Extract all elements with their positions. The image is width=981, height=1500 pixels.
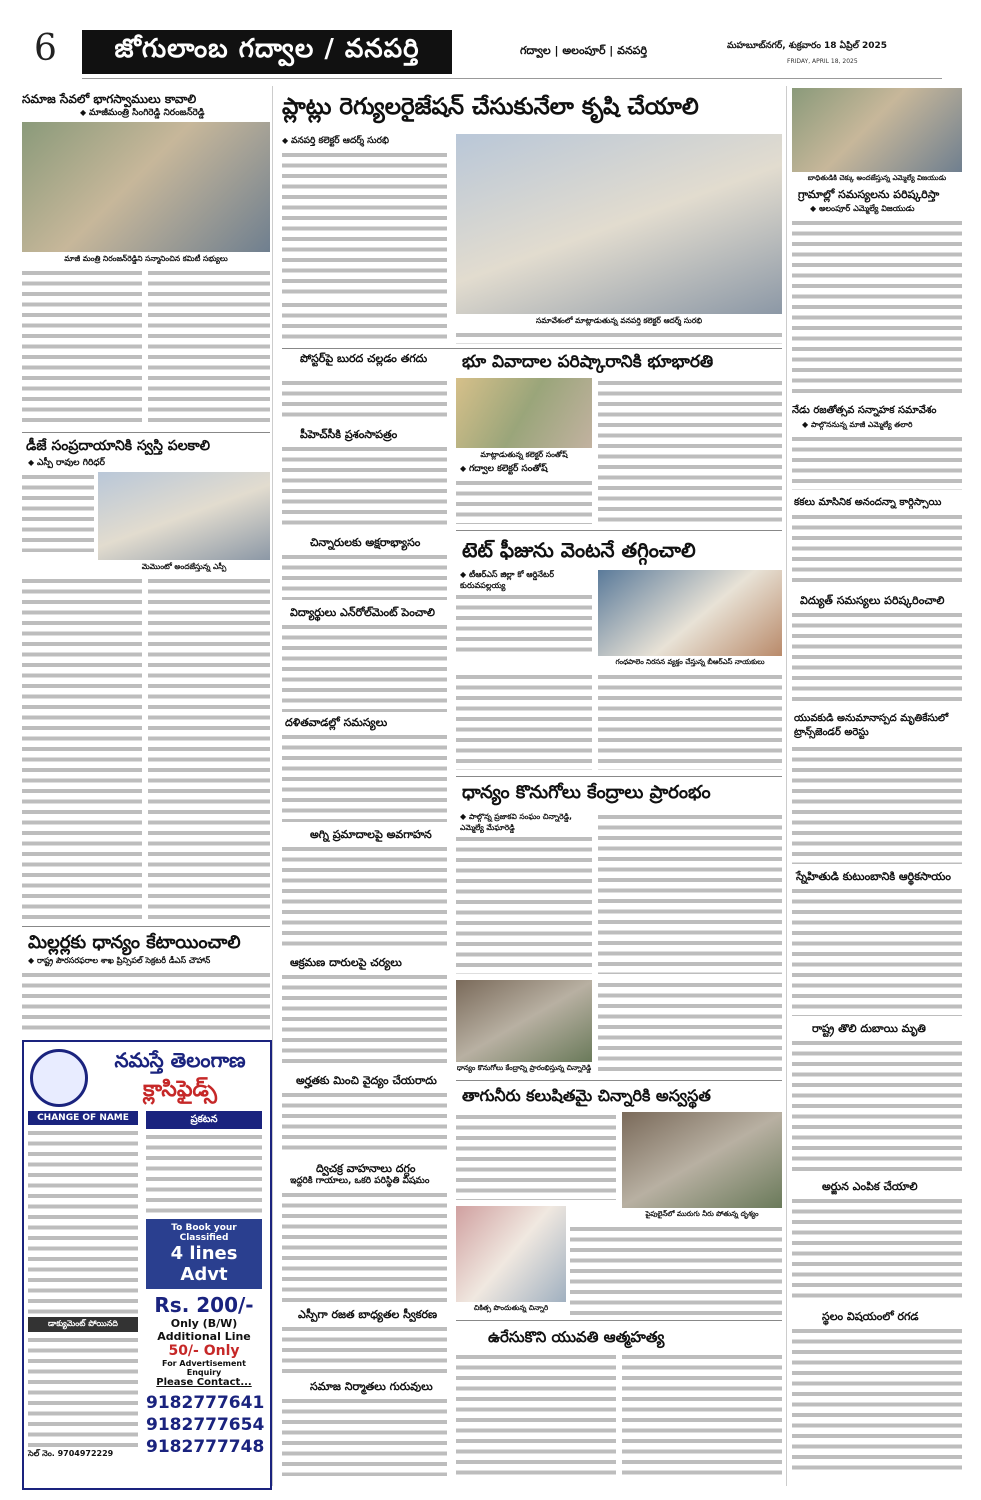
news-photo-collector-meeting (456, 134, 782, 314)
article-body (456, 1352, 616, 1476)
photo-caption: మెమొంటో అందజేస్తున్న ఎస్పీ (141, 562, 227, 571)
photo-caption: పైపులైన్‌లో మురుగు నీరు పోతున్న దృశ్యం (645, 1210, 759, 1218)
article-body (792, 434, 962, 490)
story-headline: విద్యార్థులు ఎన్‌రోల్‌మెంట్ పెంచాలి (290, 606, 435, 619)
article-body (282, 1396, 447, 1476)
price-note: Only (B/W) (170, 1317, 238, 1330)
story-headline: నేడు రజతోత్సవ సన్నాహక సమావేశం (792, 405, 937, 416)
phone-number: 9182777654 (146, 1415, 265, 1435)
left-subhead-1: ◆ మాజీమంత్రి సింగిరెడ్డి నిరంజన్‌రెడ్డి (80, 108, 205, 120)
photo-caption: ధాన్యం కొనుగోలు కేంద్రాన్ని ప్రారంభిస్తున్న చిన్నారెడ్డి (456, 1064, 592, 1072)
additional-price: 50/- Only (168, 1343, 240, 1359)
article-body (282, 844, 447, 950)
story-subhead: ◆ అలంపూర్ ఎమ్మెల్యే విజయుడు (810, 204, 915, 215)
news-photo-felicitation (22, 122, 270, 252)
story-headline: సమాజ నిర్మాతలు గురువులు (310, 1380, 433, 1393)
story-headline: అర్హతకు మించి వైద్యం చేయరాదు (296, 1074, 437, 1087)
classified-ad (22, 1040, 272, 1490)
article-body (456, 672, 592, 770)
photo-caption: సమావేశంలో మాట్లాడుతున్న వనపర్తి కలెక్టర్ ఆదర్శ్ సురభి (535, 316, 703, 325)
contact-cell: సెల్ నెం. 9704972229 (28, 1449, 114, 1458)
article-body (282, 378, 447, 422)
ad-section: క్లాసిఫైడ్స్ (143, 1077, 217, 1102)
article-body (22, 970, 270, 1032)
article-body (148, 576, 270, 920)
contact-line: Please Contact... (156, 1377, 252, 1388)
divider (22, 432, 270, 433)
article-body (456, 330, 782, 344)
news-photo-sp-memento (98, 472, 270, 560)
story-headline: ఆక్రమణ దారులపై చర్యలు (290, 956, 402, 969)
phone-number: 9182777748 (146, 1437, 265, 1457)
date-english: FRIDAY, APRIL 18, 2025 (787, 58, 858, 65)
article-body (792, 1326, 962, 1476)
story-headline: పీహెచ్‌సీకి ప్రశంసాపత్రం (300, 428, 398, 441)
article-body (622, 1352, 782, 1476)
divider (22, 926, 270, 927)
notice-body (146, 1132, 262, 1216)
story-subhead: ఇద్దరికి గాయాలు, ఒకరి పరిస్థితి విషమం (290, 1176, 430, 1186)
book-line: To Book your Classified (171, 1223, 237, 1243)
article-body (792, 610, 962, 706)
story-headline: కకలు మాసినిక అనందన్నా కార్గిస్సాయి (794, 497, 942, 508)
article-body (282, 1190, 447, 1302)
news-photo-cheque-handover (792, 88, 962, 172)
story-headline: గ్రామాల్లో సమస్యలను పరిష్కరిస్తా (798, 188, 940, 201)
photo-caption: చికిత్స పొందుతున్న చిన్నారి (473, 1304, 549, 1312)
article-body (792, 218, 962, 398)
article-body (792, 1196, 962, 1304)
story-headline: యువకుడి అనుమానాస్పద మృతికేసులో ట్రాన్స్‌జెండర్ అరెస్టు (794, 713, 949, 738)
article-body (22, 472, 94, 552)
article-body (456, 478, 592, 524)
news-photo-contaminated-pipeline (622, 1112, 782, 1208)
article-body (282, 972, 447, 1068)
story-headline: ఉరేసుకొని యువతి ఆత్మహత్య (488, 1328, 665, 1346)
story-headline: టెట్ ఫీజును వెంటనే తగ్గించాలి (462, 538, 696, 562)
article-body (282, 622, 447, 712)
photo-caption: మాజీ మంత్రి నిరంజన్‌రెడ్డిని సన్మానించిన కమిటీ సభ్యులు (64, 254, 228, 263)
article-body (282, 300, 447, 344)
additional-line: Additional Line (157, 1330, 251, 1343)
divider (456, 776, 782, 777)
article-body (282, 150, 447, 300)
article-body (22, 268, 142, 428)
documents-heading: డాక్యుమెంట్ పోయినది (28, 1317, 138, 1332)
article-body (282, 444, 447, 530)
left-subhead-3: ◆ రాష్ట్ర పౌరసరఫరాల శాఖ ప్రిన్సిపల్ సెక్రటరీ డీఎస్ చౌహాన్ (28, 956, 210, 967)
article-body (456, 592, 592, 656)
left-headline-3: మిల్లర్లకు ధాన్యం కేటాయించాలి (28, 932, 241, 953)
story-headline: అగ్ని ప్రమాదాలపై అవగాహన (310, 828, 432, 841)
region-list: గద్వాల | అలంపూర్ | వనపర్తి (520, 44, 648, 57)
notice-body (28, 1128, 138, 1314)
story-subhead: ◆ పాల్గొననున్న మాజీ ఎమ్మెల్యే తలారి (802, 420, 912, 431)
ad-brand: నమస్తే తెలంగాణ (114, 1048, 246, 1072)
booking-box (146, 1219, 262, 1289)
story-headline: ధాన్యం కొనుగోలు కేంద్రాలు ప్రారంభం (462, 782, 711, 803)
story-headline: ద్విచక్ర వాహనాలు దగ్ధం (316, 1162, 416, 1175)
news-photo-paddy-center (456, 980, 592, 1062)
column-divider (786, 86, 787, 1486)
section-masthead: జోగులాంబ గద్వాల / వనపర్తి (82, 30, 452, 74)
divider (456, 1320, 782, 1321)
left-headline-2: డీజే సంప్రదాయానికి స్వస్తి పలకాలి (26, 438, 211, 454)
article-body (598, 672, 782, 770)
article-body (598, 378, 782, 524)
photo-caption: బాధితుడికి చెక్కు అందజేస్తున్న ఎమ్మెల్యే విజయుడు (807, 174, 947, 182)
article-body (456, 1112, 616, 1200)
story-headline: అర్జున ఎంపిక చేయాలి (822, 1180, 918, 1193)
left-subhead-2: ◆ ఎస్పీ రావుల గిరిధర్ (28, 458, 105, 470)
story-subhead: ◆ టీఆర్‌ఎస్ జిల్లా కో ఆర్డినేటర్ కురువపల్లయ్య (460, 570, 590, 592)
change-of-name-heading: CHANGE OF NAME (28, 1111, 138, 1125)
news-photo-child-treatment (456, 1206, 566, 1302)
date-telugu: మహబూబ్‌నగర్, శుక్రవారం 18 ఏప్రిల్ 2025 (727, 41, 888, 51)
article-body (570, 1224, 782, 1316)
story-headline: స్నేహితుడి కుటుంబానికి ఆర్థికసాయం (796, 870, 952, 883)
article-body (792, 744, 962, 864)
story-headline: తాగునీరు కలుషితమై చిన్నారికి అస్వస్థత (462, 1086, 711, 1105)
newspaper-seal-logo (30, 1049, 88, 1107)
enquiry-line: For Advertisement Enquiry (162, 1359, 246, 1377)
photo-caption: మాట్లాడుతున్న కలెక్టర్ సంతోష్ (480, 450, 568, 459)
story-headline: స్థలం విషయంలో రగడ (822, 1310, 919, 1323)
lead-headline: ప్లాట్లు రెగ్యులరైజేషన్ చేసుకునేలా కృషి చేయాలి (282, 94, 699, 120)
story-subhead: ◆ గద్వాల కలెక్టర్ సంతోష్ (460, 464, 548, 476)
divider (456, 1080, 782, 1081)
prakatana-heading: ప్రకటన (146, 1111, 262, 1129)
article-body (792, 1038, 962, 1174)
article-body (598, 812, 782, 974)
story-headline: పోస్టర్‌పై బురద చల్లడం తగదు (300, 352, 428, 365)
article-body (22, 576, 142, 920)
phone-number: 9182777641 (146, 1393, 265, 1413)
article-body (792, 512, 962, 588)
lead-subhead: ◆ వనపర్తి కలెక్టర్ ఆదర్శ్ సురభి (282, 136, 389, 148)
article-body (598, 980, 782, 1074)
article-body (456, 834, 592, 974)
lines-offer: 4 lines Advt (170, 1243, 238, 1285)
article-body (792, 886, 962, 1016)
header-divider (82, 78, 942, 79)
story-headline: భూ వివాదాల పరిష్కారానికి భూభారతి (462, 352, 714, 372)
article-body (282, 1324, 447, 1374)
news-photo-protest (598, 570, 782, 656)
price: Rs. 200/- (154, 1293, 254, 1317)
story-headline: రాష్ట్ర తొలి దుబాయి మృతి (812, 1022, 926, 1035)
article-body (148, 268, 270, 428)
notice-body (28, 1335, 138, 1447)
left-headline-1: సమాజ సేవలో భాగస్వాములు కావాలి (22, 92, 197, 106)
story-headline: చిన్నారులకు అక్షరాభ్యాసం (310, 536, 421, 549)
photo-caption: గంధపాలెం నిరసన వ్యక్తం చేస్తున్న బీఆర్‌ఎస్ నాయకులు (615, 658, 765, 666)
story-headline: ఎస్పీగా రజత బాధ్యతల స్వీకరణ (298, 1308, 438, 1321)
page-number: 6 (34, 28, 57, 69)
news-photo-collector-speech (456, 378, 592, 448)
story-headline: విద్యుత్ సమస్యలు పరిష్కరించాలి (800, 594, 945, 607)
article-body (282, 552, 447, 600)
article-body (282, 1090, 447, 1156)
divider (282, 348, 782, 349)
article-body (282, 732, 447, 822)
divider (456, 530, 782, 531)
column-divider (272, 86, 273, 1486)
story-headline: దళితవాడల్లో సమస్యలు (285, 716, 388, 729)
story-subhead: ◆ పాల్గొన్న ప్రజాకవి సంఘం చిన్నారెడ్డి, ఎమ్మెల్యే మేఘారెడ్డి (460, 812, 590, 834)
